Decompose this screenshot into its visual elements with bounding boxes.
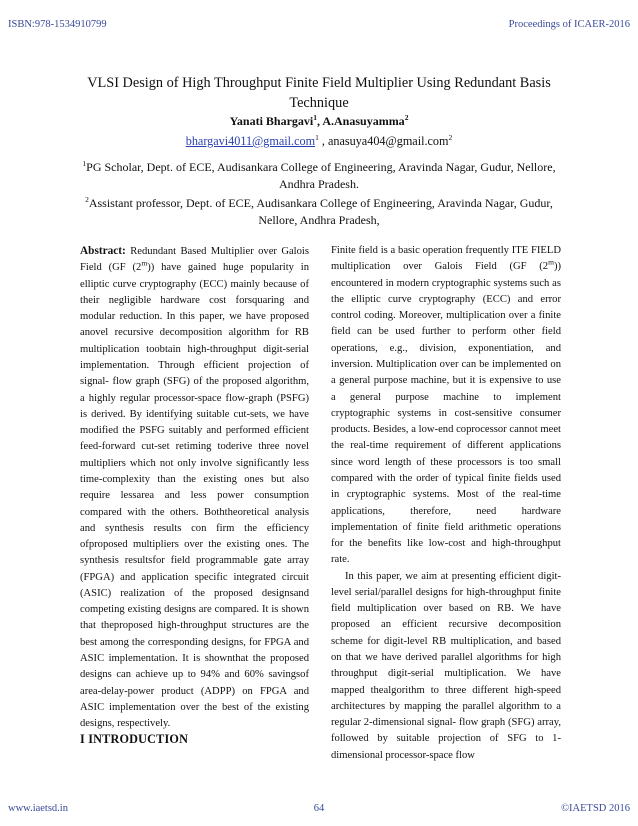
affiliation-1 xyxy=(72,159,566,193)
abstract-text-a: Redundant Based Multiplier over Galois Field (GF (2 xyxy=(80,246,309,274)
isbn-header: ISBN:978-1534910799 xyxy=(8,19,107,30)
affiliation-2-sup: 2 xyxy=(85,195,89,204)
author-separator: , xyxy=(317,114,323,128)
website-footer[interactable]: www.iaetsd.in xyxy=(8,803,68,814)
intro-p1-b: )) encountered in modern cryptographic systems such as the elliptic curve cryptography (ECC) and error control coding. Moreover, multiplication over a finite field can be used further to perform other field operations, e.g., division, exponentiation, and inversion. Multiplication over can be implemented on a general purpose machine, but it is expensive to use a general purpose machine to implement cryptographic systems in cost-sensitive consumer products. Besides, a low-end coprocessor cannot meet the real-time requirement of different applications since word length of these processors is too small compared with the order of typical finite fields used in cryptographic systems. Most of the real-time applications, therefore, need hardware implementation of finite field arithmetic operations for the benefits like low-cost and high-throughput rate. xyxy=(331,261,561,566)
email-2: anasuya404@gmail.com xyxy=(327,134,449,148)
author-2: A.Anasuyamma xyxy=(322,114,405,128)
abstract-text-b: )) have gained huge popularity in elliptic curve cryptography (ECC) mainly because of their negligible hardware cost forsquaring and modular reduction. In this paper, we have proposed anovel recursive decomposition algorithm for RB multiplication toobtain high-throughput digit-serial implementation. Through efficient projection of signal- flow graph (SFG) of the proposed algorithm, a highly regular processor-space flow-graph (PSFG) is derived. By identifying suitable cut-sets, we have modified the PSFG suitably and performed efficient feed-forward cut-set retiming toderive three novel multipliers which not only involve significantly less time-complexity than the existing ones but also require lessarea and less power consumption compared with the others. Boththeoretical analysis and synthesis results con firm the efficiency ofproposed multipliers over the existing ones. The synthesis resultsfor field programmable gate array (FPGA) and application specific integrated circuit (ASIC) realization of the proposed designsand competing existing designs are compared. It is shown that theproposed high-throughput structures are the best among the corresponding designs, for FPGA and ASIC implementation. It is shownthat the proposed designs can achieve up to 94% and 60% savingsof area-delay-power product (ADPP) on FPGA and ASIC implementation over the best of the existing designs, respectively. xyxy=(80,262,310,730)
abstract-sup: m xyxy=(141,258,148,268)
abstract-column xyxy=(80,243,309,732)
copyright-footer: ©IAETSD 2016 xyxy=(561,803,630,814)
author-2-sup: 2 xyxy=(404,113,409,122)
paper-title: VLSI Design of High Throughput Finite Field Multiplier Using Redundant Basis Technique xyxy=(87,75,551,111)
affiliation-2-text: Assistant professor, Dept. of ECE, Audisankara College of Engineering, Aravinda Nagar, Gudur, Nellore, Andhra Pradesh, xyxy=(88,196,553,227)
author-1-sup: 1 xyxy=(313,113,317,122)
abstract-paragraph xyxy=(80,243,309,732)
affiliation-1-sup: 1 xyxy=(82,159,87,168)
affiliation-2 xyxy=(72,195,566,229)
intro-p1-sup: m xyxy=(548,257,554,267)
intro-heading: I INTRODUCTION xyxy=(80,732,189,746)
intro-paragraph-1 xyxy=(331,243,561,569)
author-1: Yanati Bhargavi xyxy=(229,114,314,128)
email-separator: , xyxy=(318,134,328,148)
intro-column xyxy=(331,243,561,764)
email-2-sup: 2 xyxy=(448,132,453,142)
intro-p1-a: Finite field is a basic operation frequently ITE FIELD multiplication over Galois Field (GF (2 xyxy=(331,245,561,273)
affiliation-1-text: PG Scholar, Dept. of ECE, Audisankara College of Engineering, Aravinda Nagar, Gudur, Nellore, Andhra Pradesh. xyxy=(86,160,556,191)
authors-line xyxy=(0,114,638,129)
emails-line xyxy=(0,134,638,149)
email-1-sup: 1 xyxy=(315,132,319,142)
page-number: 64 xyxy=(313,803,325,814)
proceedings-header: Proceedings of ICAER-2016 xyxy=(508,19,630,30)
intro-paragraph-2: In this paper, we aim at presenting efficient digit-level serial/parallel designs for high-throughput finite field multiplication over based on RB. We have proposed an efficient recursive decomposition scheme for digit-level RB multiplication, and based on that we have derived parallel algorithms for high throughput digit-serial multiplication. We have mapped thealgorithm to three different high-speed architectures by mapping the parallel algorithm to a regular 2-dimensional signal- flow graph (SFG) array, followed by suitable projection of SFG to 1-dimensional processor-space flow xyxy=(331,570,561,761)
abstract-label: Abstract: xyxy=(80,245,126,257)
email-link-1[interactable]: bhargavi4011@gmail.com xyxy=(185,134,316,148)
